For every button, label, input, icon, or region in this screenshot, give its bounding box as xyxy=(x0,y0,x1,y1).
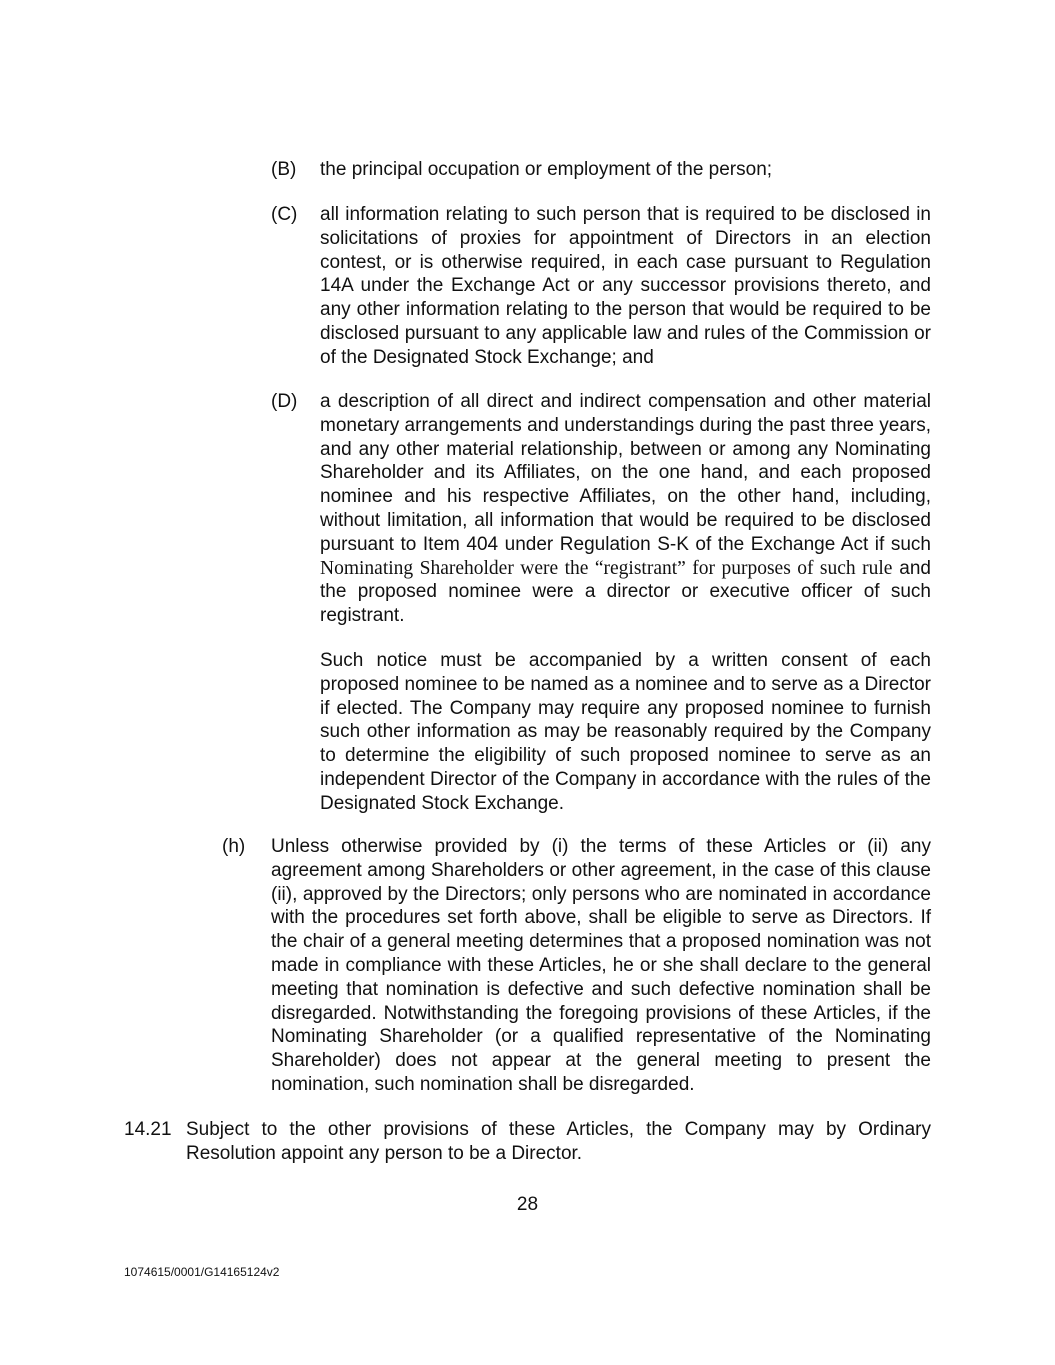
item-d-text xyxy=(320,390,931,628)
section-14-21-label: 14.21 xyxy=(124,1119,172,1140)
clause-h-label: (h) xyxy=(222,836,246,857)
item-c-label: (C) xyxy=(271,204,298,225)
clause-h-text: Unless otherwise provided by (i) the terms of these Articles or (ii) any agreement among Shareholders or other agreement, in the case of this clause (ii), approved by the Directors; only persons who are nominated in accordance with the procedures set forth above, shall be eligible to serve as Directors. If the chair of a general meeting determines that a proposed nomination was not made in compliance with these Articles, he or she shall declare to the general meeting that nomination is defective and such defective nomination shall be disregarded. Notwithstanding the foregoing provisions of these Articles, if the Nominating Shareholder (or a qualified representative of the Nominating Shareholder) does not appear at the general meeting to present the nomination, such nomination shall be disregarded. xyxy=(271,836,931,1095)
item-d-text-part3: and the proposed nominee were a director or executive officer of such registrant. xyxy=(320,557,931,627)
item-b-text: the principal occupation or employment of the person; xyxy=(320,159,773,180)
page-number: 28 xyxy=(516,1194,539,1215)
item-d-label: (D) xyxy=(271,391,298,412)
item-c-text: all information relating to such person that is required to be disclosed in solicitations of proxies for appointment of Directors in an election contest, or is otherwise required, in each case pursuant to Regulation 14A under the Exchange Act or any successor provisions thereto, and any other information relating to the person that would be required to be disclosed pursuant to any applicable law and rules of the Commission or of the Designated Stock Exchange; and xyxy=(320,204,931,368)
notice-paragraph: Such notice must be accompanied by a written consent of each proposed nominee to be named as a nominee and to serve as a Director if elected. The Company may require any proposed nominee to furnish such other information as may be reasonably required by the Company to determine the eligibility of such proposed nominee to serve as an independent Director of the Company in accordance with the rules of the Designated Stock Exchange. xyxy=(320,650,931,814)
section-14-21-text: Subject to the other provisions of these Articles, the Company may by Ordinary Resolution appoint any person to be a Director. xyxy=(186,1119,931,1164)
item-b-label: (B) xyxy=(271,159,297,180)
item-d-text-part2: Nominating Shareholder were the “registrant” for purposes of such rule xyxy=(320,557,893,579)
document-id: 1074615/0001/G14165124v2 xyxy=(124,1265,280,1279)
item-d-text-part1: a description of all direct and indirect compensation and other material monetary arrangements and understandings during the past three years, and any other material relationship, between or among any Nominating Shareholder and its Affiliates, on the one hand, and each proposed nominee and his respective Affiliates, on the other hand, including, without limitation, all information that would be required to be disclosed pursuant to Item 404 under Regulation S-K of the Exchange Act if such xyxy=(320,391,931,555)
